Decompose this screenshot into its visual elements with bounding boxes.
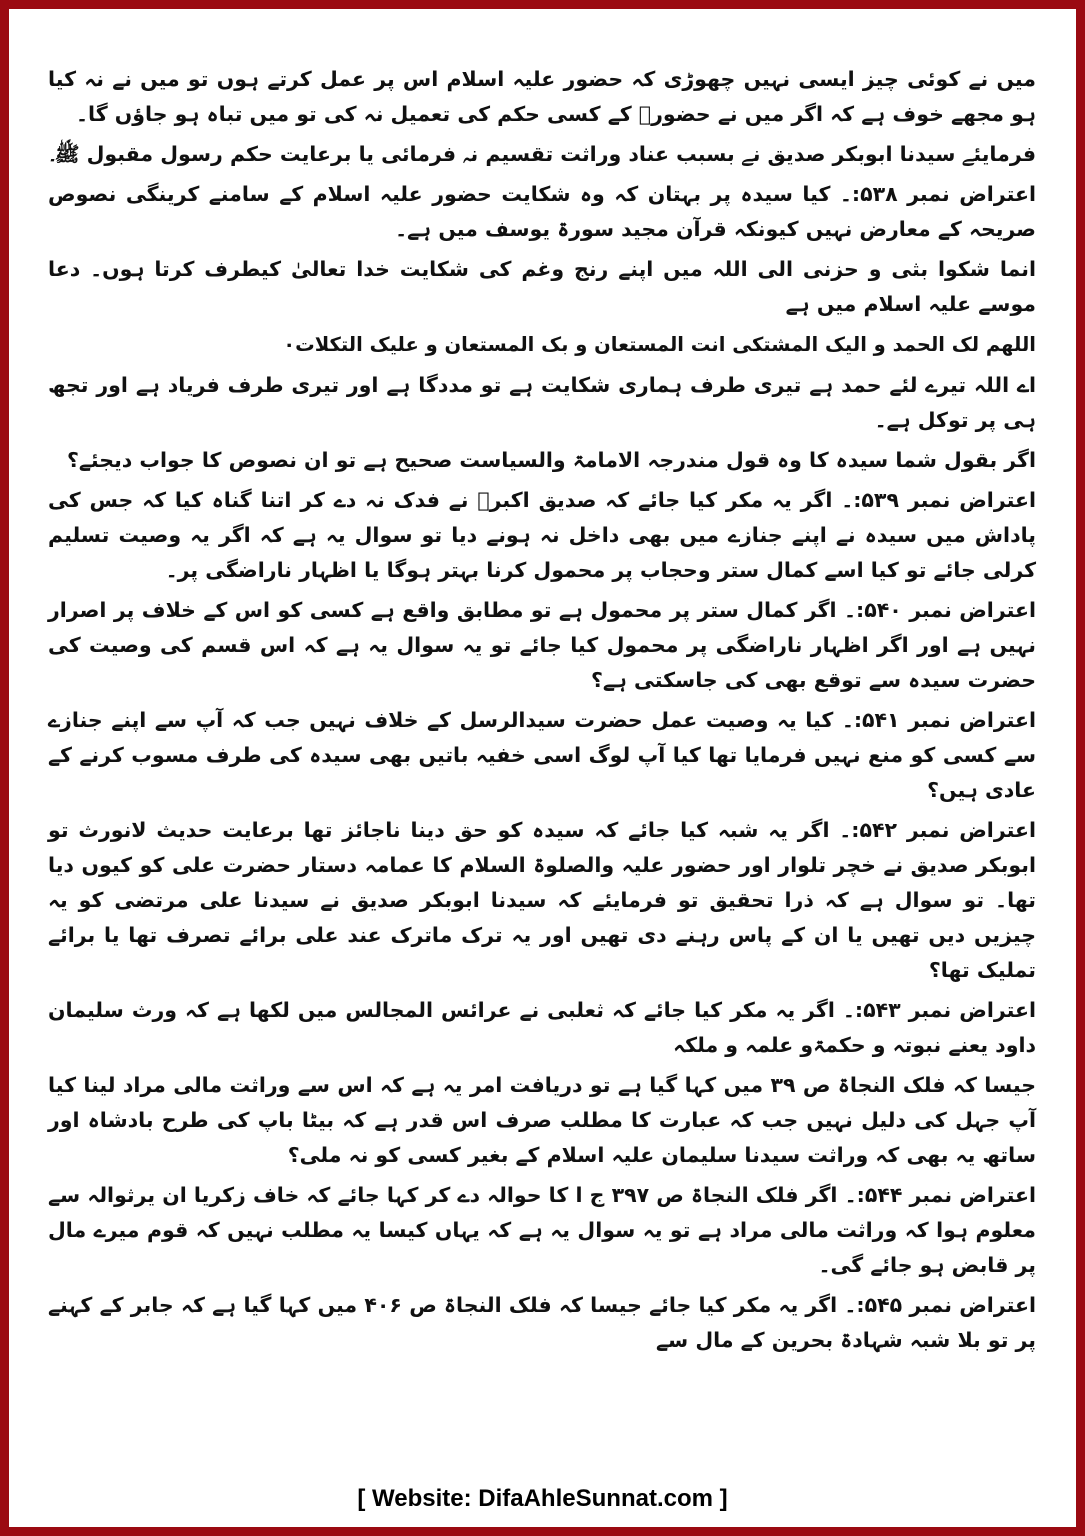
paragraph-question: اگر بقول شما سیدہ کا وہ قول مندرجہ الامامۃ والسیاست صحیح ہے تو ان نصوص کا جواب دیجئے؟ xyxy=(67,448,1036,472)
objection-543: اعتراض نمبر ۵۴۳:۔ اگر یہ مکر کیا جائے کہ ثعلبی نے عرائس المجالس میں لکھا ہے کہ ورث سلیمان داود یعنے نبوتہ و حکمۃو علمہ و ملکہ xyxy=(48,998,1036,1057)
website-footer: [ Website: DifaAhleSunnat.com ] xyxy=(357,1485,728,1512)
arabic-dua: اللھم لک الحمد و الیک المشتکی انت المستعان و بک المستعان و علیک التکلات۰ xyxy=(283,333,1036,356)
paragraph-falak-najat: جیسا کہ فلک النجاۃ ص ۳۹ میں کہا گیا ہے تو دریافت امر یہ ہے کہ اس سے وراثت مالی مراد لینا کیا آپ جہل کی دلیل نہیں جب کہ عبارت کا مطلب صرف اس قدر ہے کہ بیٹا باپ کی طرح بادشاہ اور ساتھ یہ بھی کہ وراثت سیدنا سلیمان علیہ اسلام کے بغیر کسی کو نہ ملی؟ xyxy=(48,1073,1036,1167)
paragraph-2: فرمایئے سیدنا ابوبکر صدیق نے بسبب عناد وراثت تقسیم نہ فرمائی یا برعایت حکم رسول مقبول ﷺ۔ xyxy=(50,142,1036,166)
objection-542: اعتراض نمبر ۵۴۲:۔ اگر یہ شبہ کیا جائے کہ سیدہ کو حق دینا ناجائز تھا برعایت حدیث لانورث تو ابوبکر صدیق نے خچر تلوار اور حضور علیہ والصلوۃ السلام کا عمامہ دستار حضرت علی کو کیوں دیا تھا۔ تو سوال ہے کہ ذرا تحقیق تو فرمایئے کہ سیدنا ابوبکر صدیق نے سیدنا علی مرتضی کو یہ چیزیں دیں تھیں یا ان کے پاس رہنے دی تھیں اور یہ ترک ماترک عند علی برائے تصرف تھا یا برائے تملیک تھا؟ xyxy=(48,818,1036,982)
objection-538: اعتراض نمبر ۵۳۸:۔ کیا سیدہ پر بہتان کہ وہ شکایت حضور علیہ اسلام کے سامنے کرینگی نصوص صریحہ کے معارض نہیں کیونکہ قرآن مجید سورۃ یوسف میں ہے۔ xyxy=(48,182,1036,241)
paragraph-1: میں نے کوئی چیز ایسی نہیں چھوڑی کہ حضور علیہ اسلام اس پر عمل کرتے ہوں تو میں نے نہ کیا ہو مجھے خوف ہے کہ اگر میں نے حضورؐ کے کسی حکم کی تعمیل نہ کی تو میں تباہ ہو جاؤں گا۔ xyxy=(48,67,1036,126)
objection-541: اعتراض نمبر ۵۴۱:۔ کیا یہ وصیت عمل حضرت سیدالرسل کے خلاف نہیں جب کہ آپ سے اپنے جنازے سے کسی کو منع نہیں فرمایا تھا کیا آپ لوگ اسی خفیہ باتیں بھی سیدہ کی طرف مسوب کرنے کے عادی ہیں؟ xyxy=(48,708,1036,802)
objection-544: اعتراض نمبر ۵۴۴:۔ اگر فلک النجاۃ ص ۳۹۷ ج ا کا حوالہ دے کر کہا جائے کہ خاف زکریا ان یرثوالہ سے معلوم ہوا کہ وراثت مالی مراد ہے تو یہ سوال یہ ہے کہ یہاں کیسا یہ مطلب نہیں کہ قوم میرے مال پر قابض ہو جائے گی۔ xyxy=(48,1183,1037,1277)
objection-540: اعتراض نمبر ۵۴۰:۔ اگر کمال ستر پر محمول ہے تو مطابق واقع ہے کسی کو اس کے خلاف پر اصرار نہیں ہے اور اگر اظہار ناراضگی پر محمول کیا جائے تو یہ سوال یہ ہے کہ اس قسم کی وصیت کی حضرت سیدہ سے توقع بھی کی جاسکتی ہے؟ xyxy=(48,598,1036,692)
objection-545: اعتراض نمبر ۵۴۵:۔ اگر یہ مکر کیا جائے جیسا کہ فلک النجاۃ ص ۴۰۶ میں کہا گیا ہے کہ جابر کے کہنے پر تو بلا شبہ شہادۃ بحرین کے مال سے xyxy=(48,1293,1036,1352)
document-body xyxy=(48,62,1036,1363)
dua-translation: اے اللہ تیرے لئے حمد ہے تیری طرف ہماری شکایت ہے تو مددگا ہے اور تیری طرف فریاد ہے اور تجھ ہی پر توکل ہے۔ xyxy=(48,373,1036,432)
paragraph-quran-quote: انما شکوا بثی و حزنی الی اللہ میں اپنے رنج وغم کی شکایت خدا تعالیٰ کیطرف کرتا ہوں۔ دعا موسے علیہ اسلام میں ہے xyxy=(48,257,1036,316)
objection-539: اعتراض نمبر ۵۳۹:۔ اگر یہ مکر کیا جائے کہ صدیق اکبرؓ نے فدک نہ دے کر اتنا گناہ کیا کہ جس کی پاداش میں سیدہ نے اپنے جنازے میں بھی داخل نہ ہونے دیا تو سوال یہ ہے کہ اگر یہ وصیت تسلیم کرلی جائے تو کیا اسے کمال ستر وحجاب پر محمول کرنا بہتر ہوگا یا اظہار ناراضگی پر۔ xyxy=(48,488,1036,582)
